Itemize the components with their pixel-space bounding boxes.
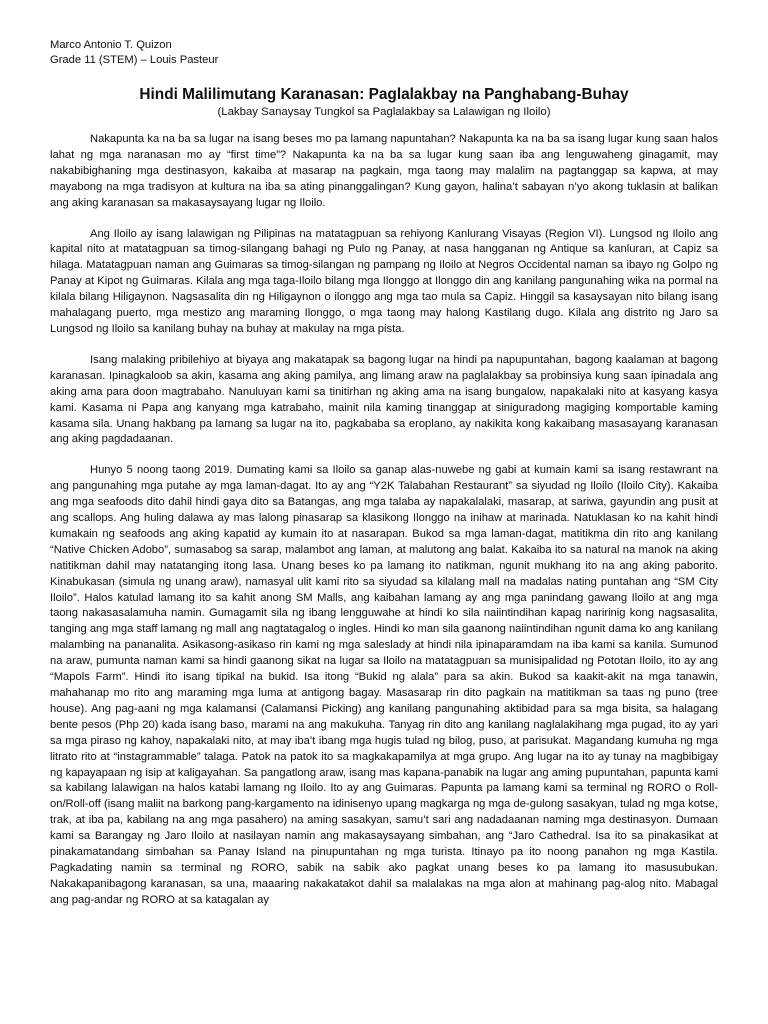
paragraph-3: Isang malaking pribilehiyo at biyaya ang makatapak sa bagong lugar na hindi pa napupuntahan, bagong kaalaman at bagong karanasan. Ipinagkaloob sa akin, kasama ang aking pamilya, ang limang araw na paglalakbay sa probinsiya kung saan ipinadala ang aking ama para doon magtrabaho. Nanuluyan kami sa tinitirhan ng aking ama na isang bungalow, napakalaki nito at kasyang kasya kami. Kasama ni Papa ang kanyang mga katrabaho, mainit nila kaming tinanggap at siniguradong magiging komportable kaming kasama sila. Unang hakbang pa lamang sa lugar na ito, pagkababa sa eroplano, ay nakikita kong kakaibang masasayang karanasan ang aking pagdadaanan. <box>50 353 718 446</box>
author-name: Marco Antonio T. Quizon <box>50 39 172 51</box>
grade-section: Grade 11 (STEM) – Louis Pasteur <box>50 54 219 66</box>
header-block <box>50 38 718 68</box>
paragraph-2: Ang Iloilo ay isang lalawigan ng Pilipinas na matatagpuan sa rehiyong Kanlurang Visayas (Region VI). Lungsod ng Iloilo ang kapital nito at matatagpuan sa timog-silangang bahagi ng Pulo ng Panay, at nasa hangganan ng Antique sa kanluran, at Capiz sa hilaga. Matatagpuan naman ang Guimaras sa timog-silangan ng pampang ng Iloilo at Negros Occidental naman sa ibayo ng Golpo ng Panay at Kipot ng Guimaras. Kilala ang mga taga-Iloilo bilang mga Ilonggo at Ilonggo din ang kanilang pangunahing wika na pormal na kilala bilang Hiligaynon. Nagsasalita din ng Hiligaynon o ilonggo ang mga tao mula sa Capiz. Hinggil sa kasaysayan nito bilang isang mahalagang puerto, mga mestizo ang maraming Ilonggo, o mga taong may halong Kastilang dugo. Kilala ang distrito ng Jaro sa Lungsod ng Iloilo sa kanilang buhay na buhay at makulay na mga pista. <box>50 227 718 335</box>
paragraph-4: Hunyo 5 noong taong 2019. Dumating kami sa Iloilo sa ganap alas-nuwebe ng gabi at kumain kami sa isang restawrant na ang pangunahing mga putahe ay mga laman-dagat. Ito ay ang “Y2K Talabahan Restaurant” sa siyudad ng Iloilo (Iloilo City). Kakaiba ang mga seafoods dito dahil hindi gaya dito sa Batangas, ang mga talaba ay napakalalaki, masarap, at sariwa, gayundin ang pusit at ang scallops. Ang huling dalawa ay mas lalong pinasarap sa klasikong Ilonggo na inihaw at marinada. Natuklasan ko na kahit hindi kumakain ng seafoods ang aking kapatid ay kumain ito at nasarapan. Bukod sa mga laman-dagat, matitikma din rito ang kanilang “Native Chicken Adobo”, sumasabog sa sarap, malambot ang laman, at malutong ang balat. Kakaiba ito sa natural na manok na aking natitikman dahil may natatanging itong lasa. Unang beses ko pa lamang ito natikman, ngunit mukhang ito na ang aking paborito. Kinabukasan (simula ng unang araw), namasyal ulit kami rito sa siyudad sa kilalang mall na madalas nating puntahan ang “SM City Iloilo”. Halos katulad lamang ito sa kahit anong SM Malls, ang kaibahan lamang ay ang mga panindang gawang Iloilo at ang mga taong nakasasalamuha namin. Gumagamit sila ng ibang lengguwahe at hindi ko sila naiintindihan kapag naririnig kong nagsasalita, tanging ang mga staff lamang ng mall ang nagtatagalog o ingles. Hindi ko man sila gaanong naiintindihan ngunit dama ko ang kanilang malambing na pananalita. Asikasong-asikaso rin kami ng mga saleslady at hindi nila ipinaparamdam na iba kami sa kanila. Sumunod na araw, pumunta naman kami sa hindi gaanong sikat na lugar sa Iloilo na matatagpuan sa munisipalidad ng Pototan Iloilo, ito ay ang “Mapols Farm”. Hindi ito isang tipikal na bukid. Isa itong “Bukid ng alala” para sa akin. Bukod sa kaakit-akit na mga tanawin, mahahanap mo rito ang maraming mga luma at antigong bagay. Masasarap rin dito pagkain na matitikman sa taas ng puno (tree house). Ang pag-aani ng mga kalamansi (Calamansi Picking) ang kanilang pangunahing aktibidad para sa mga bisita, sa halagang bente pesos (Php 20) kada isang baso, marami na ang makukuha. Tanyag rin dito ang kanilang naglalakihang mga pugad, ito ay yari sa mga piraso ng kahoy, napakalaki nito, at may iba’t ibang mga hugis tulad ng bilog, puso, at parisukat. Magandang kumuha ng mga litrato rito at “instagrammable” talaga. Patok na patok ito sa magkakapamilya at mga grupo. Ang lugar na ito ay tunay na magbibigay ng kapayapaan ng isip at kaligayahan. Sa pangatlong araw, isang mas kapana-panabik na lugar ang aming pupuntahan, papunta kami sa kabilang lalawigan na halos katabi lamang ng Iloilo. Ito ay ang Guimaras. Papunta pa lamang kami sa terminal ng RORO o Roll-on/Roll-off (isang maliit na barkong pang-kargamento na idinisenyo upang magkarga ng mga de-gulong sasakyan, tulad ng mga kotse, trak, at iba pa, kabilang na ang mga pasahero) na aming sasakyan, samu’t sari ang nadadaanan naming mga destinasyon. Dumaan kami sa Barangay ng Jaro Iloilo at nasilayan namin ang makasaysayang simbahan, ang “Jaro Cathedral. Isa ito sa pinakasikat at pinakamatandang simbahan sa Panay Island na pinupuntahan ng mga turista. Itinayo pa ito noong panahon ng mga Kastila. Pagkadating namin sa terminal ng RORO, sabik na sabik ako pagkat unang beses ko pa lamang ito masusubukan. Nakakapanibagong karanasan, sa una, maaaring nakakatakot dahil sa malalakas na mga alon at mahinang pag-alog nito. Mabagal ang pag-andar ng RORO at sa katagalan ay <box>50 464 718 906</box>
essay-subtitle: (Lakbay Sanaysay Tungkol sa Paglalakbay sa Lalawigan ng Iloilo) <box>217 106 551 118</box>
essay-body <box>50 132 718 909</box>
essay-title: Hindi Malilimutang Karanasan: Paglalakbay na Panghabang-Buhay <box>139 86 629 103</box>
paragraph-1: Nakapunta ka na ba sa lugar na isang beses mo pa lamang napuntahan? Nakapunta ka na ba sa isang lugar kung saan halos lahat ng mga naranasan mo ay “first time”? Nakapunta ka na ba sa lugar kung saan iba ang lenguwaheng ginagamit, may nakabibighaning mga destinasyon, kakaiba at masarap na pagkain, mga taong may malalim na pagtanggap sa kapwa, at may mayabong na mga tradisyon at kultura na iba sa ating pinanggalingan? Kung gayon, halina’t sabayan n’yo akong tuklasin at balikan ang aking karanasan sa makasaysayang lugar ng Iloilo. <box>50 133 718 209</box>
